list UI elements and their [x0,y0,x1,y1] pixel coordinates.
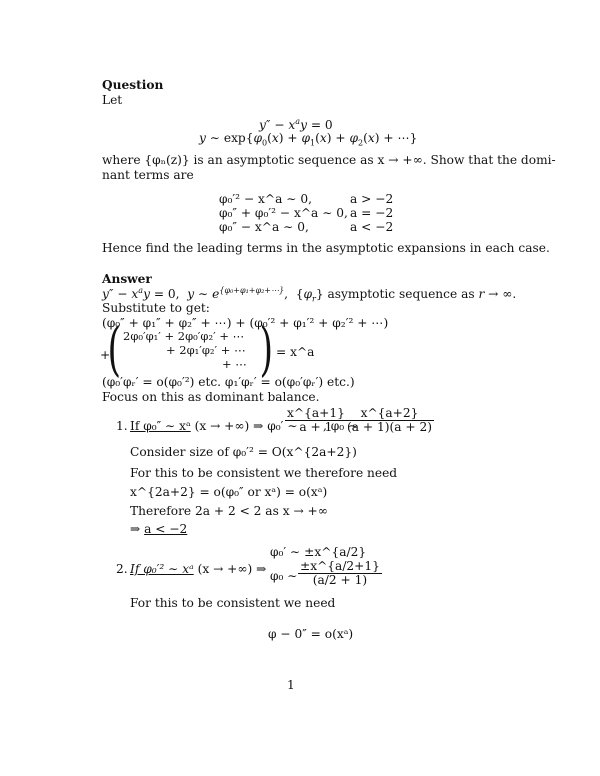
item-1-line: If φ₀″ ∼ xᵃ (x → +∞) ⇒ φ₀′ ∼ [130,419,298,433]
equation-ode: $y'' - x^ay = 0$ [259,117,333,133]
answer-line-1: $y'' - x^ay = 0$, y ∼ $e^{\{\varphi_0+\varphi_1+\varphi_2+\cdots\}}$, $\{\varphi_r\}$ asymptotic sequence as r → ∞. [102,286,517,304]
question-heading: Question [102,78,164,92]
case-2-cond: a = −2 [350,206,394,220]
where-line-2: nant terms are [102,168,194,182]
left-paren: ( [107,315,122,383]
sum-line: (φ₀″ + φ₁″ + φ₂″ + ⋯) + (φ₀′² + φ₁′² + φ₂′² + ⋯) [102,316,389,330]
item-2-frac: $\frac{\pm x\^{}\{a/2+1\}}{(a/2 + 1)}$ [300,559,380,588]
hence-text: Hence find the leading terms in the asymptotic expansions in each case. [102,241,550,255]
case-1-cond: a > −2 [350,192,394,206]
substitute-text: Substitute to get: [102,301,210,315]
item-2-lead: If φ₀′² ∼ xᵃ [130,562,194,576]
matrix-row-1: 2φ₀′φ₁′ + 2φ₀′φ₂′ + ⋯ [123,329,245,343]
item-2-line: If φ₀′² ∼ xᵃ (x → +∞) ⇒ [130,562,267,576]
item-2-top: φ₀′ ∼ ±x^{a/2} [270,545,367,559]
matrix-row-3: + ⋯ [222,357,247,371]
case-1-expr: φ₀′² − x^a ∼ 0, [219,192,312,206]
case-3-expr: φ₀″ − x^a ∼ 0, [219,220,309,234]
item-2-final: φ − 0″ = o(xᵃ) [268,627,354,641]
matrix-plus: + [100,348,111,362]
item-1-mid: , φ₀ ∼ [323,419,359,433]
item-2-consistent: For this to be consistent we need [130,596,336,610]
item-1-lead: If φ₀″ ∼ xᵃ [130,419,191,433]
where-line-1: where {φₙ(z)} is an asymptotic sequence as x → +∞. Show that the domi- [102,153,556,167]
item-1-therefore: Therefore 2a + 2 < 2 as x → +∞ [130,504,328,518]
equation-expansion: y ∼ $\exp\{\varphi_0(x) + \varphi_1(x) + \varphi_2(x)$ + ⋯} [199,131,418,148]
item-1-result-line: ⇒ a < −2 [130,522,188,536]
answer-heading: Answer [102,272,152,286]
matrix-rhs: = x^a [276,345,315,359]
page-number: 1 [287,678,295,692]
item-1-frac-1: $\frac{x\^{}\{a+1\}}{a + 1}$ [287,406,345,435]
item-1-consistent: For this to be consistent we therefore need [130,466,398,480]
item-1-consider: Consider size of φ₀′² = O(x^{2a+2}) [130,445,357,459]
item-1-result: a < −2 [144,522,188,536]
etc-line: (φ₀′φᵣ′ = o(φ₀′²) etc. φ₁′φᵣ′ = o(φ₀′φᵣ′) etc.) [102,375,355,389]
item-2-number: 2. [116,562,128,576]
matrix-row-2: + 2φ₁′φ₂′ + ⋯ [166,343,246,357]
let-text: Let [102,93,123,107]
item-2-bottom-lhs: φ₀ ∼ [270,569,298,583]
case-2-expr: φ₀″ + φ₀′² − x^a ∼ 0, [219,206,348,220]
focus-text: Focus on this as dominant balance. [102,390,320,404]
item-1-number: 1. [116,419,128,433]
case-3-cond: a < −2 [350,220,394,234]
right-paren: ) [259,315,274,383]
item-1-frac-2: $\frac{x\^{}\{a+2\}}{(a + 1)(a + 2)}$ [347,406,432,435]
item-1-order: x^{2a+2} = o(φ₀″ or xᵃ) = o(xᵃ) [130,485,328,499]
